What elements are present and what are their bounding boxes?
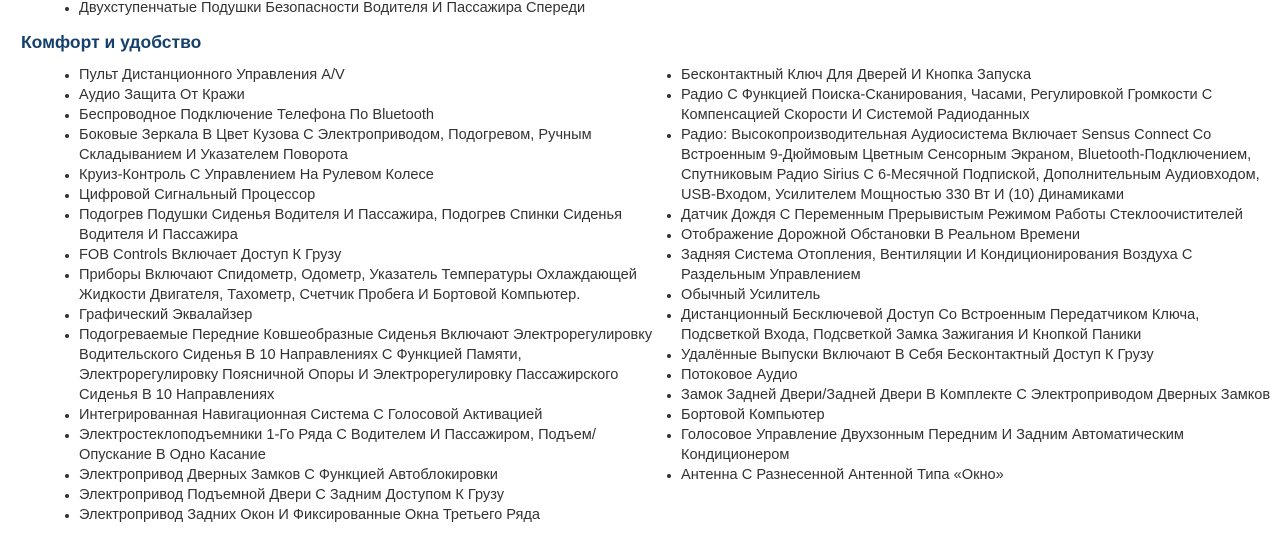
- comfort-list-left: [60, 65, 659, 525]
- section-title: Комфорт и удобство: [21, 32, 202, 52]
- list-item: • Беспроводное Подключение Телефона По Bluetooth: [79, 105, 659, 125]
- list-item: • Замок Задней Двери/Задней Двери В Комплекте С Электроприводом Дверных Замков: [681, 385, 1271, 405]
- list-item: • Электропривод Дверных Замков С Функцией Автоблокировки: [79, 465, 659, 485]
- list-item: • Отображение Дорожной Обстановки В Реальном Времени: [681, 225, 1271, 245]
- previous-section-list: [60, 0, 679, 18]
- list-item: • Пульт Дистанционного Управления A/V: [79, 65, 659, 85]
- list-item: • Удалённые Выпуски Включают В Себя Бесконтактный Доступ К Грузу: [681, 345, 1271, 365]
- list-item: • Цифровой Сигнальный Процессор: [79, 185, 659, 205]
- list-item: • Электропривод Подъемной Двери С Задним Доступом К Грузу: [79, 485, 659, 505]
- list-item: • Подогреваемые Передние Ковшеобразные Сиденья Включают Электрорегулировку Водительского Сиденья В 10 Направлениях С Функцией Памяти, Электрорегулировку Поясничной Опоры И Электрорегулировку Пассажирского Сиденья В 10 Направлениях: [79, 325, 659, 405]
- list-item: • Радио С Функцией Поиска-Сканирования, Часами, Регулировкой Громкости С Компенсацией Скорости И Системой Радиоданных: [681, 85, 1271, 125]
- list-item: • Аудио Защита От Кражи: [79, 85, 659, 105]
- list-item: • FOB Controls Включает Доступ К Грузу: [79, 245, 659, 265]
- list-item: • Двухступенчатые Подушки Безопасности Водителя И Пассажира Спереди: [79, 0, 679, 18]
- list-item: • Задняя Система Отопления, Вентиляции И Кондиционирования Воздуха С Раздельным Управлением: [681, 245, 1271, 285]
- list-item: • Боковые Зеркала В Цвет Кузова С Электроприводом, Подогревом, Ручным Складыванием И Указателем Поворота: [79, 125, 659, 165]
- list-item: • Радио: Высокопроизводительная Аудиосистема Включает Sensus Connect Со Встроенным 9-Дюймовым Цветным Сенсорным Экраном, Bluetooth-Подключением, Спутниковым Радио Sirius С 6-Месячной Подпиской, Дополнительным Аудиовходом, USB-Входом, Усилителем Мощностью 330 Вт И (10) Динамиками: [681, 125, 1271, 205]
- list-item: • Приборы Включают Спидометр, Одометр, Указатель Температуры Охлаждающей Жидкости Двигателя, Тахометр, Счетчик Пробега И Бортовой Компьютер.: [79, 265, 659, 305]
- list-item: • Интегрированная Навигационная Система С Голосовой Активацией: [79, 405, 659, 425]
- list-item: • Электростеклоподъемники 1-Го Ряда С Водителем И Пассажиром, Подъем/Опускание В Одно Касание: [79, 425, 659, 465]
- list-item: • Дистанционный Бесключевой Доступ Со Встроенным Передатчиком Ключа, Подсветкой Входа, Подсветкой Замка Зажигания И Кнопкой Паники: [681, 305, 1271, 345]
- list-item: • Круиз-Контроль С Управлением На Рулевом Колесе: [79, 165, 659, 185]
- list-item: • Потоковое Аудио: [681, 365, 1271, 385]
- list-item: • Электропривод Задних Окон И Фиксированные Окна Третьего Ряда: [79, 505, 659, 525]
- list-item: • Датчик Дождя С Переменным Прерывистым Режимом Работы Стеклоочистителей: [681, 205, 1271, 225]
- list-item: • Графический Эквалайзер: [79, 305, 659, 325]
- comfort-list-right: [662, 65, 1271, 485]
- list-item: • Подогрев Подушки Сиденья Водителя И Пассажира, Подогрев Спинки Сиденья Водителя И Пассажира: [79, 205, 659, 245]
- list-item: • Обычный Усилитель: [681, 285, 1271, 305]
- list-item: • Бортовой Компьютер: [681, 405, 1271, 425]
- list-item: • Антенна С Разнесенной Антенной Типа «Окно»: [681, 465, 1271, 485]
- list-item: • Бесконтактный Ключ Для Дверей И Кнопка Запуска: [681, 65, 1271, 85]
- list-item: • Голосовое Управление Двухзонным Передним И Задним Автоматическим Кондиционером: [681, 425, 1271, 465]
